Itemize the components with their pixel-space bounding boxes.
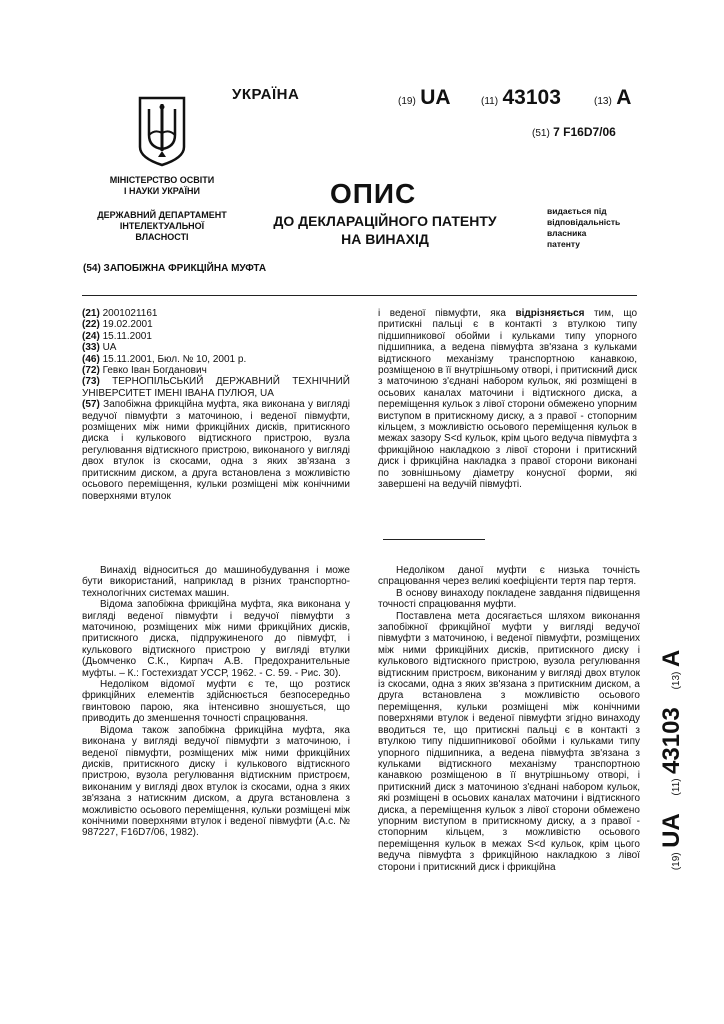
claims-end-divider <box>383 539 485 540</box>
trident-icon <box>137 95 187 167</box>
bibliographic-data <box>82 308 350 502</box>
department-name: ДЕРЖАВНИЙ ДЕПАРТАМЕНТ ІНТЕЛЕКТУАЛЬНОЇ ВЛАСНОСТІ <box>97 210 227 242</box>
paragraph: Недоліком даної муфти є низька точність спрацювання через великі коефіцієнти тертя пар тертя. <box>378 565 640 588</box>
field-22: (22) 19.02.2001 <box>82 319 153 331</box>
field-46: (46) 15.11.2001, Бюл. № 10, 2001 р. <box>82 353 247 365</box>
paragraph: Поставлена мета досягається шляхом виконання запобіжної фрикційної муфти у вигляді ведучої півмуфти з маточиною, і веденої півмуфти, розміщених між ними фрикційних дисків, притискного диску і кулькового відтискного пристрою, вузола регулювання відтискним пристроєм, виконаним у вигляді двох втулок із скосами, одна з яких зв'язана з притискним диском, а друга встановлена з можливістю осьового переміщення, кульки розміщені між конічними поверхнями втулок і веденої півмуфти згідно винаходу вводиться те, що притискні пальці є в контакті з втулкою типу підшипникової обойми і кульками типу упорного підшипника, а ведена півмуфта зв'язана з кульками відтискного механізму транспортною канавкою розміщеною в її внутрішньому отворі, і притискний диск з маточиною з'єднані набором кульок, які розміщені в осьових каналах маточини і відтискного диска, а переміщення кульок з лівої сторони обмежено упорним виступом в притискному диску, а з правої - стопорним кільцем, з можливістю осьового переміщення кульок в межах S<d кульок, крім цього ведуча півмуфта з фрикційною накладкою з лівої сторони і притискний диск і фрикційна <box>378 610 640 873</box>
kind-code: (13) A <box>594 86 632 109</box>
field-72: (72) Гевко Іван Богданович <box>82 365 207 377</box>
paragraph: Винахід відноситься до машинобудування і може бути використаний, наприклад в різних транспортно-технологічних системах машин. <box>82 565 350 599</box>
field-73: (73) ТЕРНОПІЛЬСЬКИЙ ДЕРЖАВНИЙ ТЕХНІЧНИЙ УНІВЕРСИТЕТ ІМЕНІ ІВАНА ПУЛЮЯ, UA <box>82 376 350 399</box>
claims-keyword: відрізняється <box>515 308 585 319</box>
ministry-name: МІНІСТЕРСТВО ОСВІТИ І НАУКИ УКРАЇНИ <box>109 175 215 196</box>
paragraph: В основу винаходу покладене завдання підвищення точності спрацювання муфти. <box>378 587 640 611</box>
issued-note: видається під відповідальність власника патенту <box>547 206 621 249</box>
document-title: ОПИС <box>330 178 417 209</box>
divider <box>82 295 637 296</box>
field-21: (21) 2001021161 <box>82 308 158 319</box>
paragraph: Недоліком відомої муфти є те, що розтиск фрикційних елементів здійснюється безпосередньо гвинтовою парою, яка інтенсивно зношується, що приводить до зменшення точності спрацювання. <box>82 679 350 725</box>
description-left-column <box>82 565 350 839</box>
field-24: (24) 15.11.2001 <box>82 330 152 342</box>
paragraph: Відома також запобіжна фрикційна муфта, яка виконана у вигляді ведучої півмуфти з маточиною, і веденої півмуфти, розміщених між ними фрикційних дисків, притискного диску і кулькового відтискного пристрою, вузола регулювання відтискним пристроєм, виконаним у вигляді двох втулок із скосами, одна з яких зв'язана з натискним диском, а друга встановлена з можливістю осьового переміщення, кульки розміщені між конічними поверхнями втулок і веденої півмуфти (А.с. № 987227, F16D7/06, 1982). <box>82 724 350 839</box>
country-code: (19) UA <box>398 86 451 109</box>
claims-text: і веденої півмуфти, яка відрізняється тим, що притискні пальці є в контакті з втулкою типу підшипникової обойми і кульками типу упорного підшипника, а ведена півмуфта зв'язана з кульками відтискного механізму транспортною канавкою, розміщеною в її внутрішньому отворі, і притискний диск з маточиною з'єднані набором кульок, які розміщені в осьових каналах маточини і відтискного диска, а переміщення кульок з лівої сторони обмежено упорним виступом в притискному диску, а з правої - стопорним кільцем, з можливістю осьового переміщення кульок в межах зазору S<d кульок, крім цього ведуча півмуфта з фрикційною накладкою з лівої сторони і притискний диск і фрикційна накладка з правої сторони виконані по зовнішньому діаметру конусної форми, які завершені на ведучій півмуфті. <box>378 308 638 491</box>
invention-title: (54) ЗАПОБІЖНА ФРИКЦІЙНА МУФТА <box>83 263 267 274</box>
patent-number: (11) 43103 <box>481 86 561 109</box>
ipc-classification: (51) 7 F16D7/06 <box>532 125 616 139</box>
paragraph: Відома запобіжна фрикційна муфта, яка виконана у вигляді веденої півмуфти і ведучої півмуфти з маточиною, розміщених між ними фрикційних дисків, притискного диска, підпружиненого до півмуфт, і кулькового відтискного пристрою у вигляді втулки (Дьомченко С.К., Кирпач А.В. Предохранительные муфты. – К.: Гостехиздат УССР, 1962. - С. 59. - Рис. 30). <box>82 599 350 679</box>
field-33: (33) UA <box>82 342 117 354</box>
field-57: (57) Запобіжна фрикційна муфта, яка виконана у вигляді ведучої півмуфти з маточиною, і веденої півмуфти, розміщених між ними фрикційних дисків, притискного диска і кулькового відтискного пристрою, вузла регулювання відтискного пристрою, виконаного у вигляді двох втулок із скосами, одна з яких зв'язана з притискним диском, а друга встановлена з можливістю осьового переміщення, кульки розміщені між конічними поверхнями втулок <box>82 399 350 502</box>
document-subtitle: ДО ДЕКЛАРАЦІЙНОГО ПАТЕНТУ НА ВИНАХІД <box>273 213 497 247</box>
description-right-column <box>378 565 640 873</box>
country-name: УКРАЇНА <box>232 86 300 103</box>
